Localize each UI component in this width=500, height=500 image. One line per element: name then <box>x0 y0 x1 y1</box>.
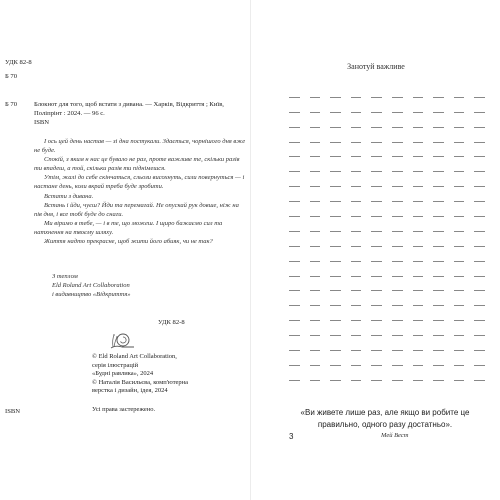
dash-row <box>289 262 495 277</box>
dash-line <box>392 290 403 291</box>
dash-line <box>433 246 444 247</box>
dash-line <box>330 276 341 277</box>
dash-line <box>433 290 444 291</box>
dash-row <box>289 157 495 172</box>
dash-line <box>310 305 321 306</box>
dash-line <box>330 365 341 366</box>
intro-paragraph: Спокій, з яким н нас це бувало не раз, проте важливе те, скільки разів ти впадеш, а той, скільки разів ти піднімешся. <box>34 156 240 173</box>
dash-line <box>289 97 300 98</box>
dash-line <box>289 156 300 157</box>
dash-line <box>413 97 424 98</box>
dash-line <box>413 171 424 172</box>
dash-line <box>371 231 382 232</box>
dash-line <box>454 290 465 291</box>
dash-line <box>289 276 300 277</box>
dash-line <box>330 261 341 262</box>
dash-line <box>454 201 465 202</box>
dash-line <box>454 276 465 277</box>
dash-line <box>310 142 321 143</box>
dash-line <box>474 380 485 381</box>
dash-line <box>413 261 424 262</box>
dash-line <box>371 380 382 381</box>
dash-line <box>413 305 424 306</box>
dash-line <box>433 171 444 172</box>
quote-text: «Ви живете лише раз, але якщо ви робите це правильно, одного разу достатньо». <box>300 408 470 429</box>
dash-line <box>289 261 300 262</box>
dash-line <box>351 127 362 128</box>
dash-row <box>289 291 495 306</box>
dash-line <box>433 320 444 321</box>
dash-line <box>454 127 465 128</box>
dash-line <box>310 156 321 157</box>
dash-line <box>413 112 424 113</box>
dash-line <box>413 156 424 157</box>
dash-line <box>392 231 403 232</box>
right-page <box>250 0 500 500</box>
signoff-line: З теплом <box>52 273 78 280</box>
dash-line <box>371 335 382 336</box>
dash-line <box>392 156 403 157</box>
dash-line <box>351 380 362 381</box>
dash-line <box>454 171 465 172</box>
intro-text <box>34 137 248 246</box>
copyright-line: верстка і дизайн, ідея, 2024 <box>92 387 168 395</box>
catalog-entry: Блокнот для того, щоб встати з дивана. — Харків, Відкриття ; Київ, Поліпрінт : 2024. — 96 с. <box>34 101 224 117</box>
dash-line <box>330 380 341 381</box>
dash-line <box>289 127 300 128</box>
dash-line <box>454 142 465 143</box>
quote-author: Мей Вест <box>381 432 409 439</box>
dash-line <box>351 186 362 187</box>
dash-line <box>433 127 444 128</box>
snail-icon <box>108 328 136 352</box>
dash-line <box>330 156 341 157</box>
dash-line <box>289 290 300 291</box>
dash-line <box>351 305 362 306</box>
dash-line <box>454 335 465 336</box>
rights-reserved: Усі права застережено. <box>92 406 156 413</box>
dash-line <box>433 380 444 381</box>
dash-line <box>392 380 403 381</box>
dash-line <box>371 97 382 98</box>
signoff-line: Eld Roland Art Collaboration <box>52 282 130 290</box>
intro-paragraph: І ось цей день настав — зі дна постукали. Здається, чорнішого дня вже не буде. <box>34 138 246 155</box>
copyright-line: серія ілюстрацій <box>92 361 139 369</box>
signoff-line: і видавництво «Відкриття» <box>52 291 131 299</box>
dash-line <box>474 246 485 247</box>
dash-line <box>474 201 485 202</box>
dash-line <box>433 276 444 277</box>
dash-line <box>392 305 403 306</box>
dash-line <box>433 97 444 98</box>
dash-line <box>474 320 485 321</box>
dash-line <box>454 261 465 262</box>
dash-line <box>413 246 424 247</box>
dash-row <box>289 83 495 98</box>
udk-code-top: УДК 82-8 <box>5 59 32 66</box>
notes-title: Занотуй важливе <box>347 62 405 71</box>
dash-line <box>371 305 382 306</box>
dash-line <box>351 365 362 366</box>
dash-line <box>310 171 321 172</box>
dash-line <box>330 305 341 306</box>
dash-row <box>289 277 495 292</box>
dash-line <box>330 350 341 351</box>
dash-row <box>289 336 495 351</box>
dash-line <box>392 112 403 113</box>
dash-line <box>392 261 403 262</box>
dash-line <box>413 276 424 277</box>
dash-row <box>289 128 495 143</box>
dash-line <box>351 276 362 277</box>
dash-line <box>330 335 341 336</box>
dash-line <box>413 186 424 187</box>
dash-line <box>413 216 424 217</box>
dash-line <box>474 335 485 336</box>
dash-row <box>289 247 495 262</box>
intro-paragraph: Встати з дивана. <box>44 192 94 200</box>
dash-line <box>474 112 485 113</box>
dash-line <box>371 216 382 217</box>
dash-line <box>474 290 485 291</box>
dash-row <box>289 321 495 336</box>
dash-line <box>289 216 300 217</box>
dash-line <box>289 305 300 306</box>
copyright-line: «Будні равлика», 2024 <box>92 370 154 378</box>
notes-dash-grid <box>289 83 495 381</box>
dash-line <box>330 201 341 202</box>
dash-line <box>433 201 444 202</box>
dash-line <box>351 261 362 262</box>
dash-line <box>351 350 362 351</box>
dash-line <box>413 201 424 202</box>
dash-line <box>371 142 382 143</box>
dash-line <box>454 231 465 232</box>
dash-line <box>392 171 403 172</box>
dash-line <box>413 380 424 381</box>
dash-line <box>330 171 341 172</box>
dash-line <box>454 380 465 381</box>
dash-line <box>289 186 300 187</box>
dash-line <box>371 290 382 291</box>
dash-line <box>330 231 341 232</box>
dash-line <box>474 365 485 366</box>
dash-line <box>474 231 485 232</box>
dash-line <box>310 335 321 336</box>
dash-line <box>351 97 362 98</box>
dash-line <box>433 216 444 217</box>
dash-line <box>371 276 382 277</box>
dash-line <box>310 231 321 232</box>
dash-line <box>454 186 465 187</box>
dash-line <box>310 261 321 262</box>
dash-row <box>289 113 495 128</box>
dash-line <box>474 350 485 351</box>
copyright-block <box>92 353 242 396</box>
dash-line <box>330 127 341 128</box>
dash-line <box>392 142 403 143</box>
dash-line <box>392 127 403 128</box>
dash-line <box>413 142 424 143</box>
dash-line <box>351 142 362 143</box>
dash-line <box>454 320 465 321</box>
dash-row <box>289 98 495 113</box>
dash-line <box>413 231 424 232</box>
dash-line <box>474 186 485 187</box>
dash-line <box>351 156 362 157</box>
dash-line <box>413 365 424 366</box>
dash-line <box>289 231 300 232</box>
dash-line <box>351 290 362 291</box>
dash-row <box>289 232 495 247</box>
copyright-line: © Наталія Васильєва, комп'ютерна <box>92 378 189 386</box>
dash-line <box>413 335 424 336</box>
dash-row <box>289 351 495 366</box>
dash-line <box>474 142 485 143</box>
dash-line <box>310 201 321 202</box>
dash-line <box>351 201 362 202</box>
dash-line <box>289 335 300 336</box>
dash-line <box>371 261 382 262</box>
dash-line <box>433 335 444 336</box>
dash-line <box>454 156 465 157</box>
dash-line <box>392 320 403 321</box>
dash-line <box>289 112 300 113</box>
intro-paragraph: Утім, жалі до себе скінчаться, сльози висохнуть, сили повернуться — і настане день, коли вкрай треба буде зробити. <box>34 174 245 191</box>
dash-line <box>474 97 485 98</box>
dash-line <box>433 186 444 187</box>
dash-line <box>413 350 424 351</box>
dash-line <box>454 305 465 306</box>
dash-line <box>454 97 465 98</box>
intro-paragraph: Життя надто прекрасне, щоб жити його абияк, чи не так? <box>44 238 213 246</box>
page-number: 3 <box>289 432 294 441</box>
dash-line <box>310 97 321 98</box>
udk-code-middle: УДК 82-8 <box>158 319 185 326</box>
dash-line <box>413 290 424 291</box>
dash-line <box>371 186 382 187</box>
dash-line <box>289 246 300 247</box>
dash-row <box>289 202 495 217</box>
copyright-line: © Eld Roland Art Collaboration, <box>92 353 177 360</box>
dash-line <box>413 320 424 321</box>
dash-line <box>310 216 321 217</box>
dash-line <box>289 320 300 321</box>
dash-line <box>310 320 321 321</box>
dash-line <box>454 350 465 351</box>
dash-line <box>310 112 321 113</box>
dash-line <box>310 246 321 247</box>
dash-line <box>371 112 382 113</box>
dash-line <box>392 276 403 277</box>
dash-line <box>330 112 341 113</box>
dash-line <box>289 380 300 381</box>
dash-line <box>371 201 382 202</box>
dash-line <box>392 365 403 366</box>
dash-line <box>351 246 362 247</box>
dash-line <box>433 156 444 157</box>
dash-row <box>289 172 495 187</box>
dash-line <box>351 320 362 321</box>
dash-line <box>433 261 444 262</box>
dash-line <box>392 350 403 351</box>
dash-line <box>474 171 485 172</box>
dash-line <box>413 127 424 128</box>
dash-line <box>310 127 321 128</box>
dash-line <box>392 97 403 98</box>
dash-line <box>289 171 300 172</box>
intro-paragraph: Встань і йди, чуєш? Йди та перемагай. Не опускай рук довше, ніж на пів дня, і все тобі буде до снаги. <box>34 201 239 218</box>
dash-line <box>371 320 382 321</box>
dash-line <box>474 127 485 128</box>
dash-line <box>289 201 300 202</box>
dash-line <box>289 142 300 143</box>
dash-line <box>392 246 403 247</box>
dash-line <box>351 112 362 113</box>
dash-line <box>351 216 362 217</box>
dash-line <box>371 246 382 247</box>
dash-line <box>392 186 403 187</box>
intro-paragraph: Ми віримо в тебе, — і в те, що можеш. І щиро бажаємо сил та натхнення на твоєму шляху. <box>34 219 223 236</box>
dash-line <box>392 216 403 217</box>
dash-line <box>310 380 321 381</box>
dash-line <box>371 171 382 172</box>
dash-line <box>310 276 321 277</box>
dash-line <box>392 201 403 202</box>
dash-line <box>310 365 321 366</box>
dash-line <box>433 142 444 143</box>
dash-line <box>310 350 321 351</box>
dash-line <box>310 290 321 291</box>
dash-line <box>474 156 485 157</box>
isbn-label-top: ISBN <box>34 119 50 126</box>
isbn-label-bottom: ISBN <box>5 408 21 415</box>
dash-line <box>433 112 444 113</box>
dash-line <box>330 290 341 291</box>
dash-line <box>371 365 382 366</box>
catalog-code: Б 70 <box>5 73 18 80</box>
dash-line <box>330 320 341 321</box>
dash-line <box>454 112 465 113</box>
dash-line <box>433 231 444 232</box>
dash-line <box>474 216 485 217</box>
dash-line <box>474 305 485 306</box>
catalog-code-repeat: Б 70 <box>5 101 18 108</box>
dash-line <box>474 261 485 262</box>
dash-line <box>351 171 362 172</box>
dash-line <box>351 231 362 232</box>
dash-row <box>289 217 495 232</box>
dash-line <box>330 216 341 217</box>
dash-line <box>289 350 300 351</box>
signoff <box>52 272 242 299</box>
dash-row <box>289 306 495 321</box>
dash-line <box>454 246 465 247</box>
dash-line <box>454 216 465 217</box>
dash-line <box>474 276 485 277</box>
dash-line <box>392 335 403 336</box>
dash-line <box>289 365 300 366</box>
dash-line <box>330 142 341 143</box>
dash-row <box>289 366 495 381</box>
dash-line <box>433 350 444 351</box>
dash-line <box>433 305 444 306</box>
dash-row <box>289 187 495 202</box>
dash-line <box>371 156 382 157</box>
dash-line <box>454 365 465 366</box>
dash-line <box>351 335 362 336</box>
dash-line <box>371 127 382 128</box>
dash-line <box>371 350 382 351</box>
dash-line <box>433 365 444 366</box>
dash-line <box>330 97 341 98</box>
dash-line <box>330 186 341 187</box>
dash-line <box>330 246 341 247</box>
dash-row <box>289 143 495 158</box>
dash-line <box>310 186 321 187</box>
